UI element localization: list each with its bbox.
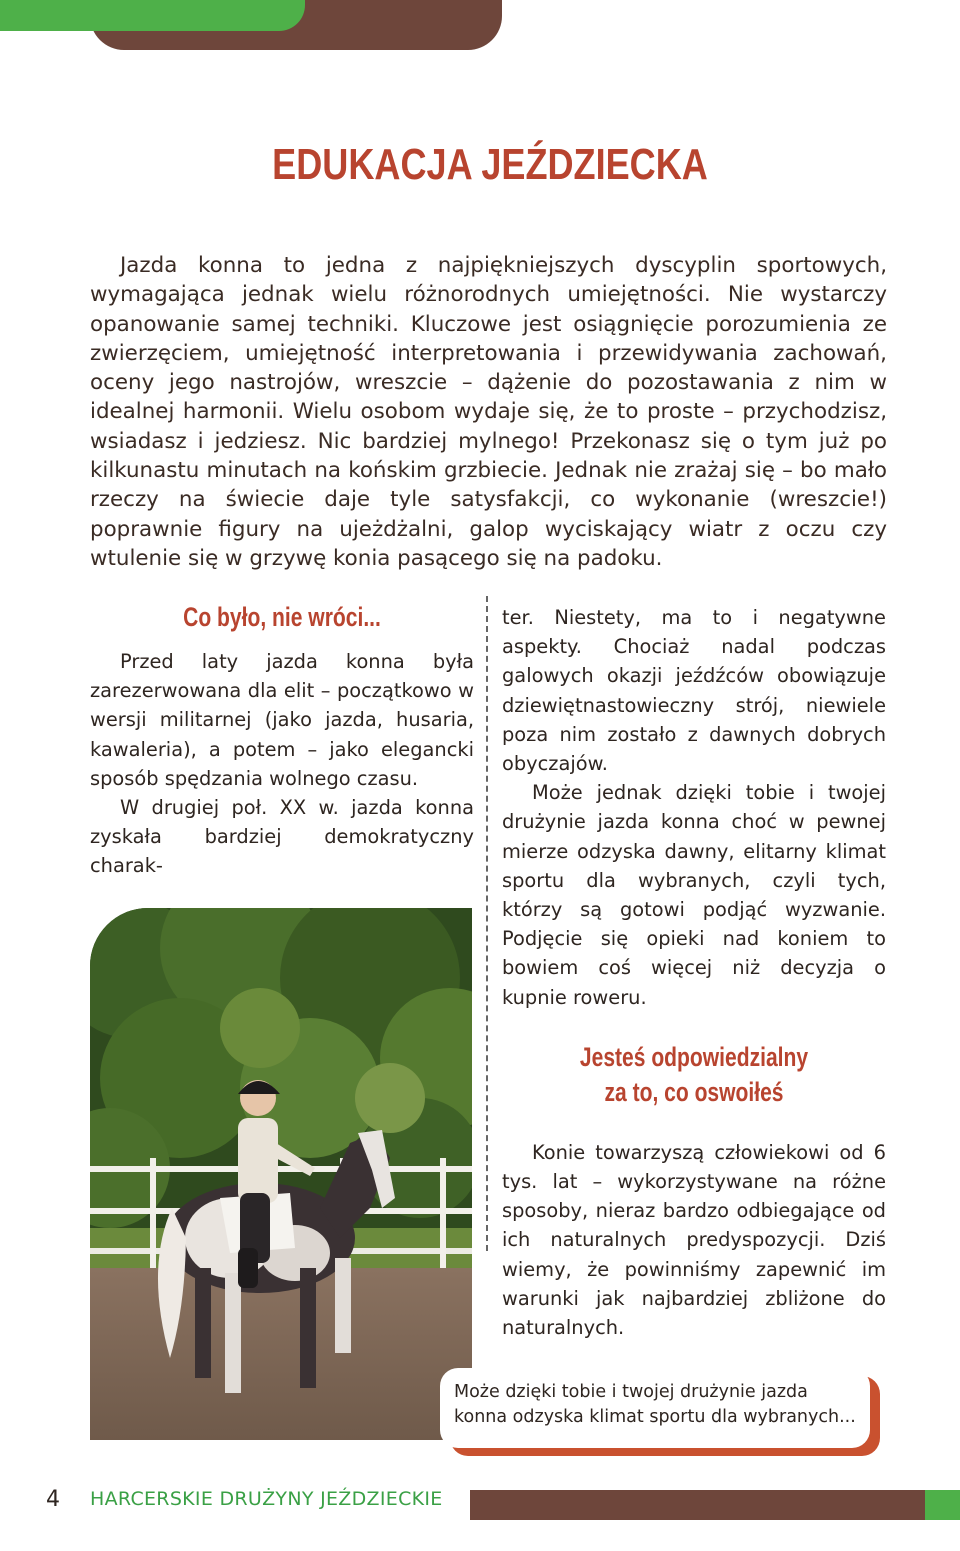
- intro-paragraph: Jazda konna to jedna z najpiękniejszych dyscyplin sportowych, wymagająca jednak wielu różnorodnych umiejętności. Nie wystarczy opanowanie samej techniki. Kluczowe jest osiągnięcie porozumienia ze zwierzęciem, umiejętność interpretowania i przewidywania zachowań, oceny jego nastrojów, wreszcie – dążenie do pozostawania z nim w idealnej harmonii. Wielu osobom wydaje się, że to proste – przychodzisz, wsiadasz i jedziesz. Nic bardziej mylnego! Przekonasz się o tym już po kilkunastu minutach na końskim grzbiecie. Jednak nie zrażaj się – bo mało rzeczy na świecie daje tyle satysfakcji, co wykonanie (wreszcie!) poprawnie figury na ujeżdżalni, galop wyciskający wiatr z oczu czy wtulenie się w grzywę konia pasącego się na padoku.: [90, 253, 887, 571]
- right-column: [502, 603, 886, 1342]
- right-paragraph-3: Konie towarzyszą człowiekowi od 6 tys. lat – wykorzystywane na różne sposoby, nieraz bardzo odbiegające od ich naturalnych predyspozycji. Dziś wiemy, że powinniśmy zapewnić im warunki jak najbardziej zbliżone do naturalnych.: [502, 1140, 886, 1340]
- right-paragraph-continued: ter. Niestety, ma to i negatywne aspekty. Chociaż nadal podczas galowych okazji jeźdźców obowiązuje dziewiętnastowieczny strój, niewiele poza nim zostało z dawnych dobrych obyczajów.: [502, 606, 886, 776]
- section-heading-responsibility: [544, 1040, 844, 1110]
- publication-title: HARCERSKIE DRUŻYNY JEŹDZIECKIE: [90, 1488, 443, 1510]
- section-heading-history: Co było, nie wróci...: [183, 602, 381, 632]
- heading-line-1: Jesteś odpowiedzialny: [579, 1041, 809, 1072]
- header-green-tab: [0, 0, 305, 31]
- right-paragraph-2: Może jednak dzięki tobie i twojej drużynie jazda konna choć w pewnej mierze odzyska dawny, elitarny klimat sportu dla wybranych, czyli tych, którzy są gotowi podjąć wyzwanie. Podjęcie się opieki nad koniem to bowiem coś więcej niż decyzja o kupnie roweru.: [502, 781, 886, 1009]
- left-column: [90, 600, 474, 881]
- left-paragraph-1: Przed laty jazda konna była zarezerwowana dla elit – początkowo w wersji militarnej (jako jazda, husaria, kawaleria), a potem – jako elegancki sposób spędzania wolnego czasu.: [90, 650, 474, 790]
- photo-caption: Może dzięki tobie i twojej drużynie jazda konna odzyska klimat sportu dla wybranych...: [454, 1382, 856, 1427]
- footer-green-accent: [925, 1490, 960, 1520]
- caption-panel: [440, 1368, 870, 1448]
- page-number: 4: [46, 1487, 60, 1512]
- left-paragraph-2: W drugiej poł. XX w. jazda konna zyskała bardziej demokratyczny charak-: [90, 796, 474, 878]
- footer-brown-band: [470, 1490, 960, 1520]
- heading-line-2: za to, co oswoiłeś: [604, 1076, 784, 1107]
- column-divider: [486, 596, 488, 1251]
- page-title: EDUKACJA JEŹDZIECKA: [272, 140, 708, 189]
- horse-rider-photo: [90, 908, 472, 1440]
- photo-caption-box: [440, 1368, 880, 1456]
